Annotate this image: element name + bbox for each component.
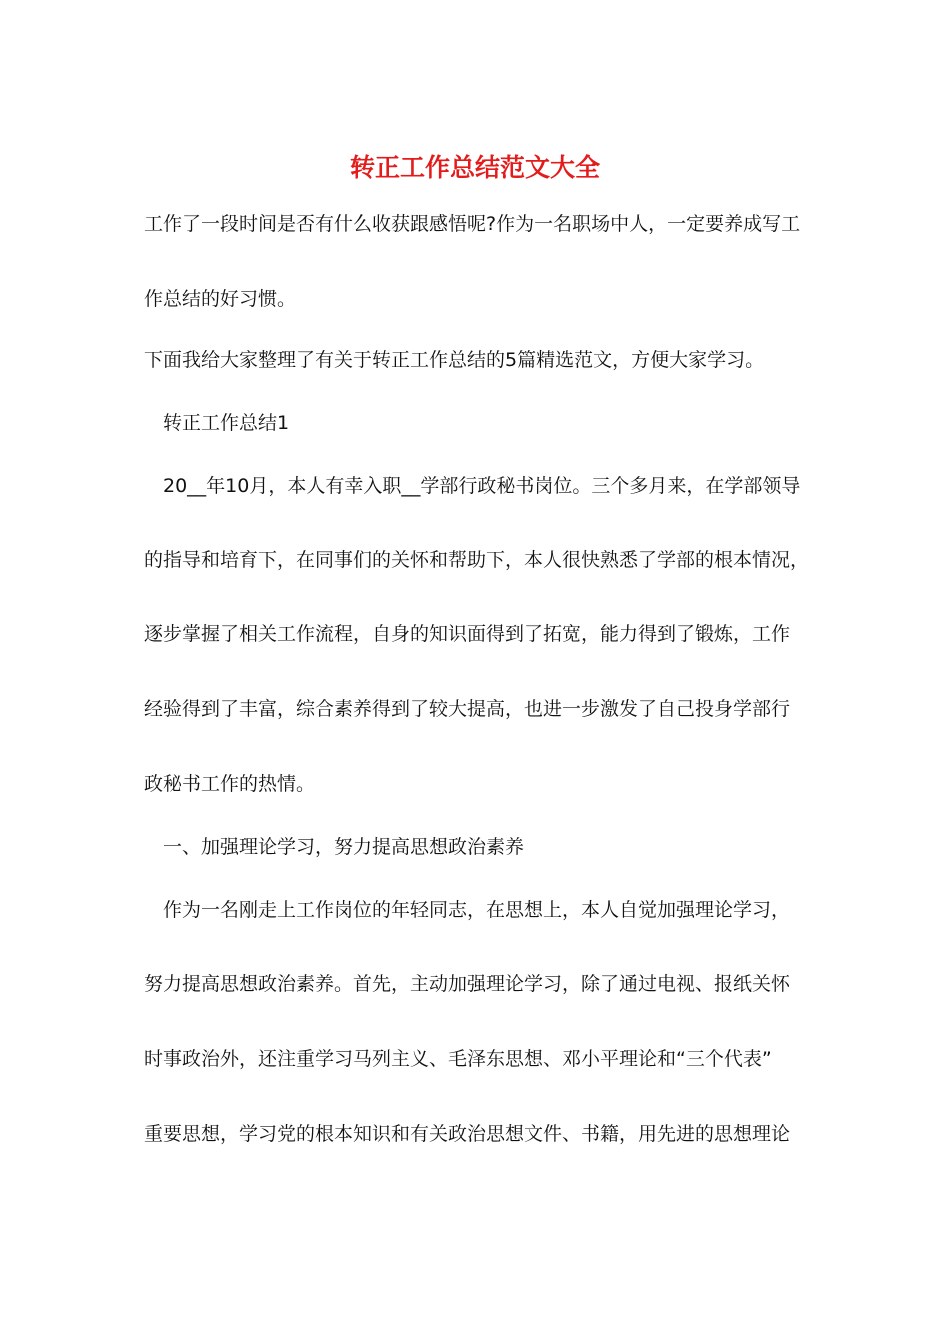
paragraph-line: 工作了一段时间是否有什么收获跟感悟呢?作为一名职场中人，一定要养成写工 [144,213,801,235]
paragraph-line: 的指导和培育下，在同事们的关怀和帮助下，本人很快熟悉了学部的根本情况， [144,549,810,571]
paragraph-line: 作总结的好习惯。 [144,288,297,310]
section-heading: 转正工作总结1 [163,412,290,434]
section-heading: 一、加强理论学习，努力提高思想政治素养 [163,836,525,858]
paragraph-line: 努力提高思想政治素养。首先，主动加强理论学习，除了通过电视、报纸关怀 [144,973,791,995]
paragraph-line: 经验得到了丰富，综合素养得到了较大提高，也进一步激发了自己投身学部行 [144,698,791,720]
paragraph-line: 时事政治外，还注重学习马列主义、毛泽东思想、邓小平理论和“三个代表” [144,1048,772,1070]
paragraph-line: 逐步掌握了相关工作流程，自身的知识面得到了拓宽，能力得到了锻炼，工作 [144,623,791,645]
paragraph-line: 重要思想，学习党的根本知识和有关政治思想文件、书籍，用先进的思想理论 [144,1123,791,1145]
paragraph-line: 作为一名刚走上工作岗位的年轻同志，在思想上，本人自觉加强理论学习， [163,899,791,921]
paragraph-line: 20__年10月，本人有幸入职__学部行政秘书岗位。三个多月来，在学部领导 [163,475,801,497]
paragraph-line: 下面我给大家整理了有关于转正工作总结的5篇精选范文，方便大家学习。 [144,349,765,371]
paragraph-line: 政秘书工作的热情。 [144,773,316,795]
document-title: 转正工作总结范文大全 [349,153,600,182]
